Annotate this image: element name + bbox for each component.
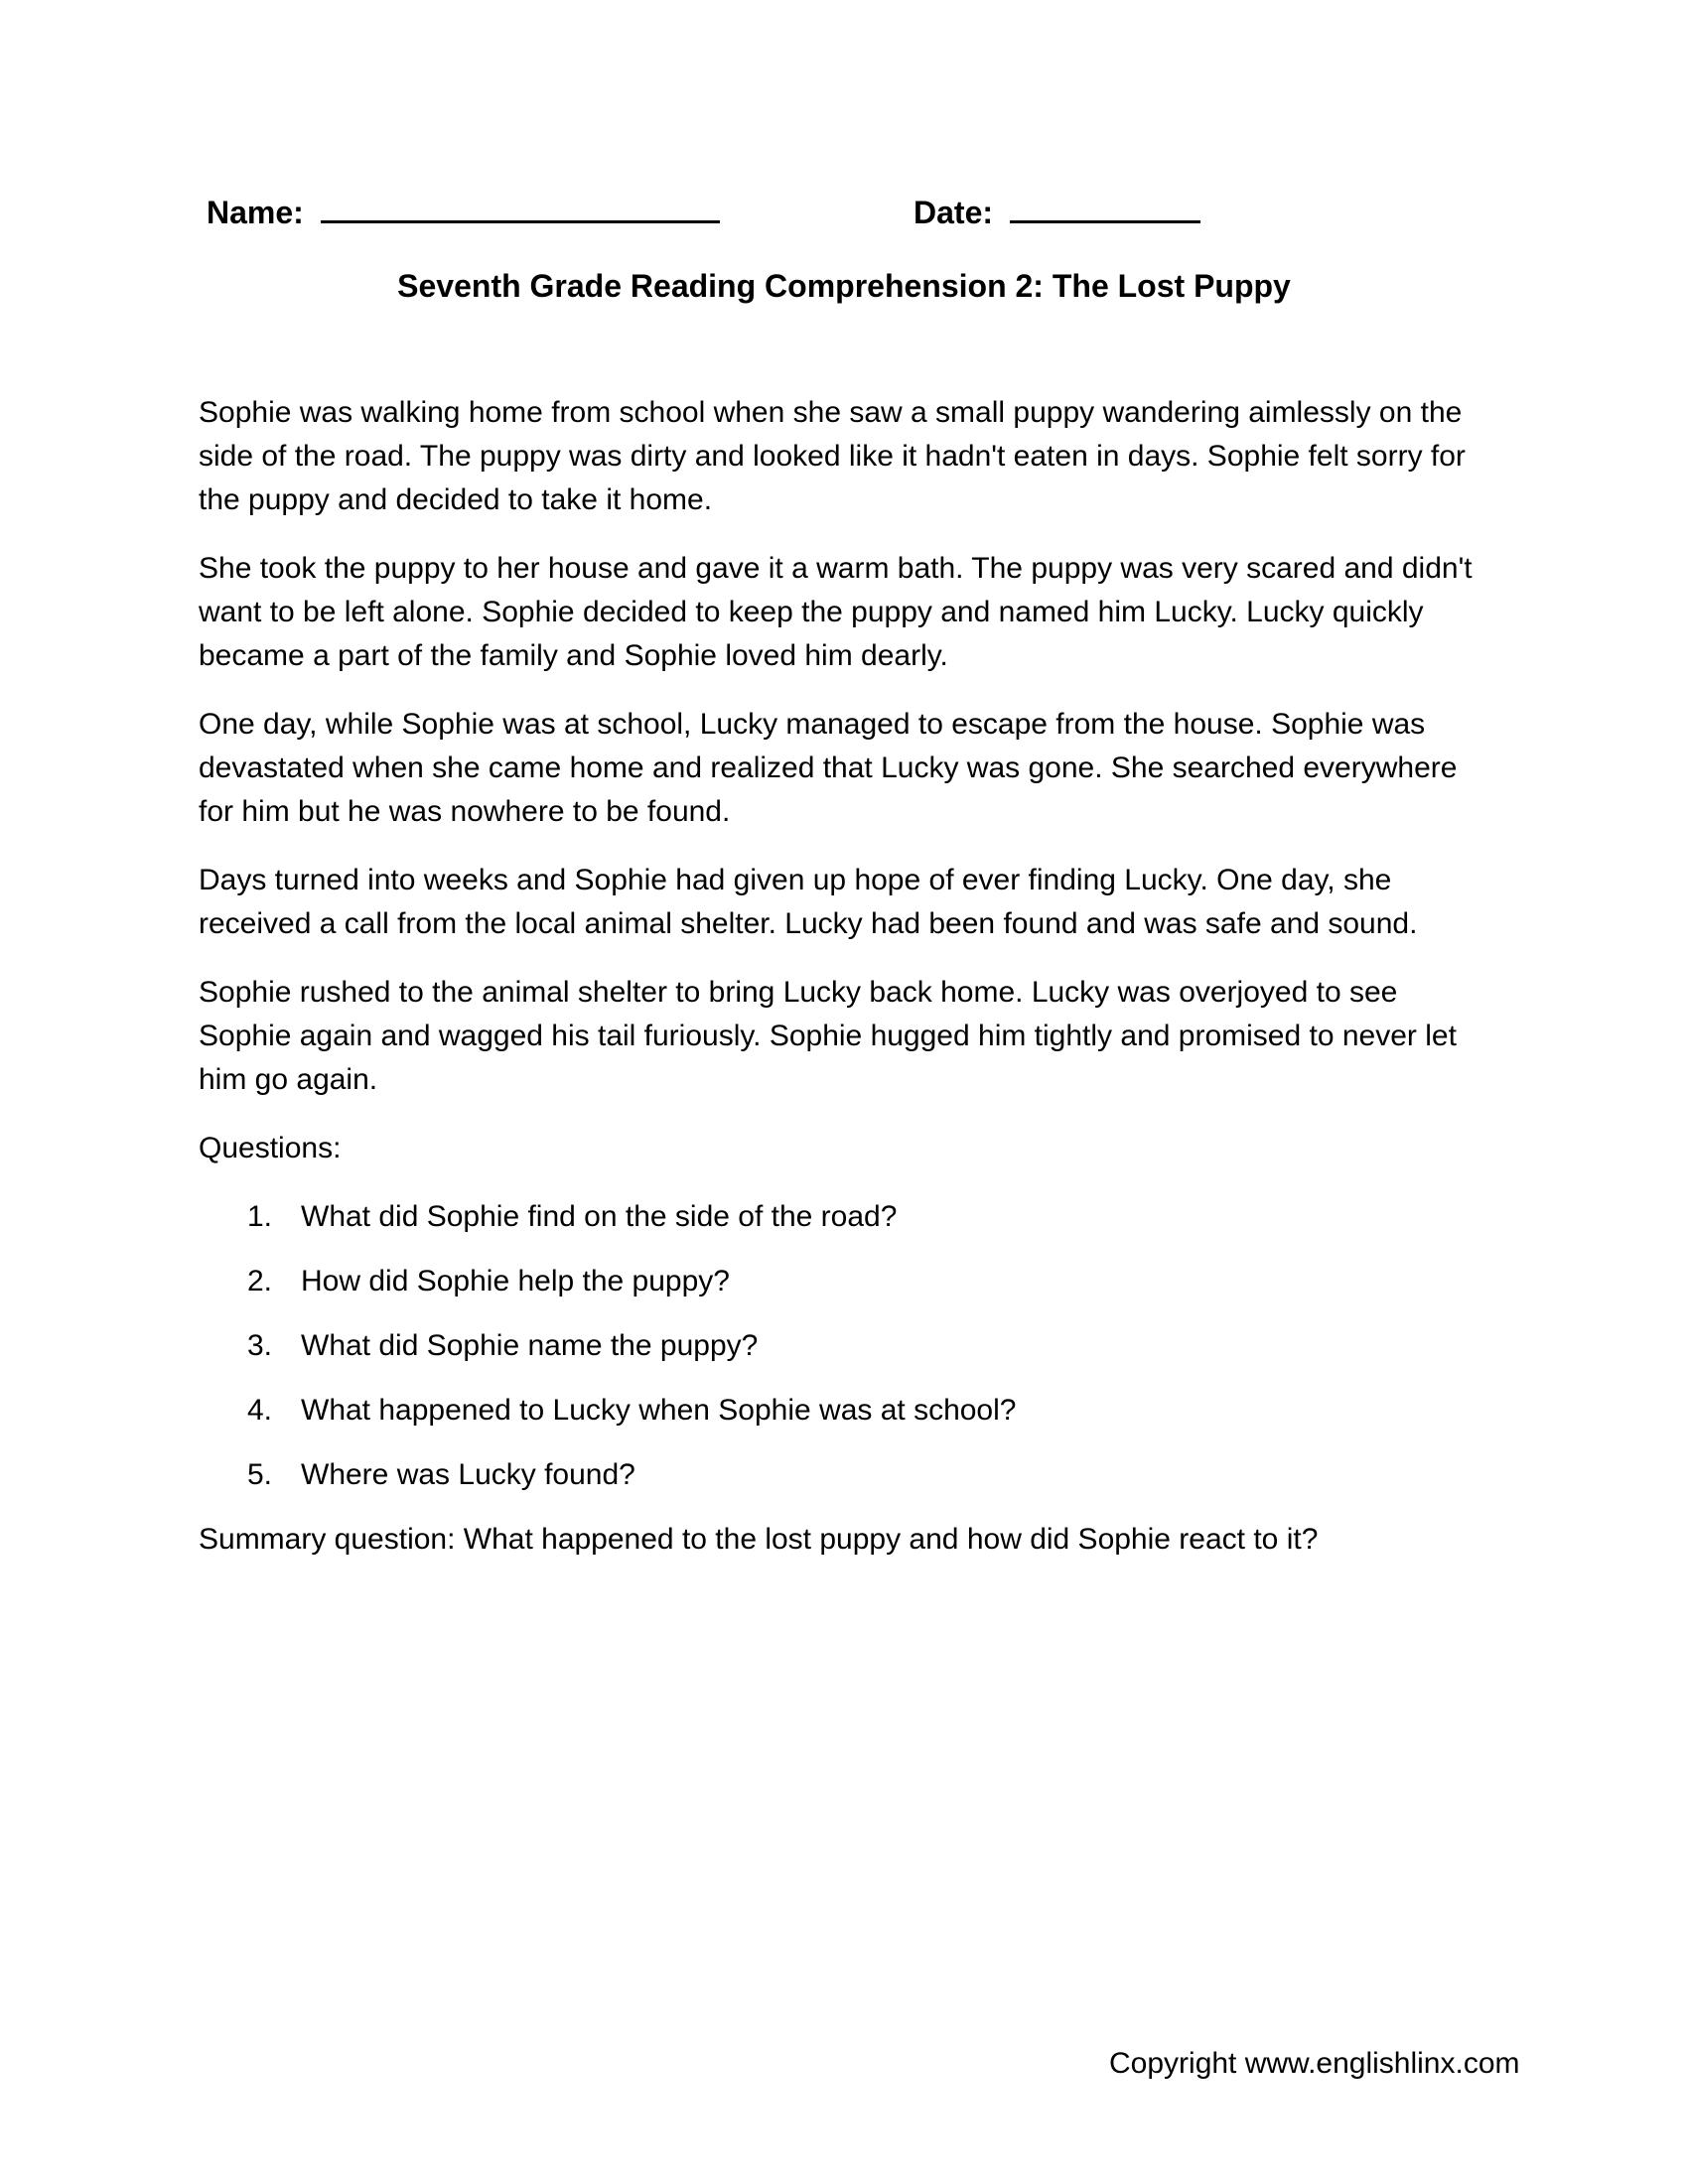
worksheet-title: Seventh Grade Reading Comprehension 2: The Lost Puppy xyxy=(397,268,1291,304)
summary-question: Summary question: What happened to the lost puppy and how did Sophie react to it? xyxy=(199,1523,1319,1556)
date-label: Date: xyxy=(914,195,994,230)
question-text: What happened to Lucky when Sophie was at school? xyxy=(301,1394,1017,1427)
question-number: 1. xyxy=(247,1200,273,1233)
copyright-footer: Copyright www.englishlinx.com xyxy=(1109,2047,1520,2080)
question-number: 5. xyxy=(247,1458,273,1491)
name-label: Name: xyxy=(207,195,304,230)
question-text: Where was Lucky found? xyxy=(301,1458,635,1491)
question-item xyxy=(247,1389,1489,1433)
questions-heading: Questions: xyxy=(199,1132,342,1164)
header-row xyxy=(0,191,1688,238)
question-item xyxy=(247,1260,1489,1303)
question-number: 4. xyxy=(247,1394,273,1427)
question-item xyxy=(247,1195,1489,1239)
question-item xyxy=(247,1453,1489,1497)
date-blank-line xyxy=(1010,191,1200,223)
question-number: 2. xyxy=(247,1265,273,1297)
name-field-group xyxy=(207,191,720,231)
story-paragraph: Sophie rushed to the animal shelter to bring Lucky back home. Lucky was overjoyed to see Sophie again and wagged his tail furiously. Sophie hugged him tightly and promised to never let him go again. xyxy=(199,976,1457,1096)
question-number: 3. xyxy=(247,1329,273,1362)
name-blank-line xyxy=(321,191,720,223)
worksheet-body xyxy=(199,391,1489,1586)
question-text: What did Sophie name the puppy? xyxy=(301,1329,759,1362)
date-field-group xyxy=(914,191,1200,231)
question-text: How did Sophie help the puppy? xyxy=(301,1265,730,1297)
story-paragraph: One day, while Sophie was at school, Lucky managed to escape from the house. Sophie was devastated when she came home and realized that Lucky was gone. She searched everywhere for him but he was nowhere to be found. xyxy=(199,708,1458,828)
question-item xyxy=(247,1324,1489,1368)
question-text: What did Sophie find on the side of the road? xyxy=(301,1200,898,1233)
story-paragraph: Sophie was walking home from school when she saw a small puppy wandering aimlessly on the side of the road. The puppy was dirty and looked like it hadn't eaten in days. Sophie felt sorry for the puppy and decided to take it home. xyxy=(199,396,1466,516)
story-paragraph: She took the puppy to her house and gave it a warm bath. The puppy was very scared and didn't want to be left alone. Sophie decided to keep the puppy and named him Lucky. Lucky quickly became a part of the family and Sophie loved him dearly. xyxy=(199,552,1473,672)
story-paragraph: Days turned into weeks and Sophie had given up hope of ever finding Lucky. One day, she received a call from the local animal shelter. Lucky had been found and was safe and sound. xyxy=(199,864,1418,940)
